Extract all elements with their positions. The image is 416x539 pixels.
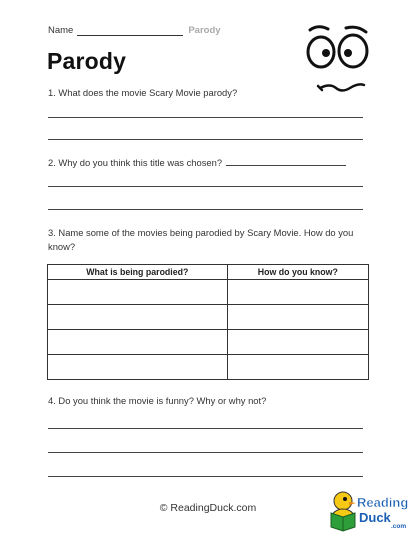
- parody-table: [47, 264, 369, 380]
- answer-line[interactable]: [48, 117, 363, 118]
- footer-copyright: © ReadingDuck.com: [159, 502, 257, 514]
- table-cell[interactable]: [48, 280, 228, 305]
- table-row: [48, 305, 369, 330]
- confused-face-icon: [302, 20, 374, 100]
- name-label: Name: [48, 25, 74, 36]
- question-2: 2. Why do you think this title was chosen?: [48, 157, 223, 168]
- table-cell[interactable]: [48, 330, 228, 355]
- answer-line[interactable]: [48, 186, 363, 187]
- table-header-row: [48, 265, 369, 280]
- table-cell[interactable]: [48, 355, 228, 380]
- duck-reading-icon: [331, 492, 356, 531]
- table-header-how-know: How do you know?: [227, 265, 368, 280]
- logo-word-duck: Duck: [359, 510, 391, 525]
- table-cell[interactable]: [227, 330, 368, 355]
- table-header-parodied: What is being parodied?: [48, 265, 228, 280]
- table-cell[interactable]: [227, 280, 368, 305]
- question-2-row: [48, 156, 346, 170]
- answer-line[interactable]: [48, 428, 363, 429]
- table-row: [48, 330, 369, 355]
- table-cell[interactable]: [48, 305, 228, 330]
- answer-line[interactable]: [48, 209, 363, 210]
- logo-suffix: .com: [391, 523, 407, 530]
- question-3: 3. Name some of the movies being parodied by Scary Movie. How do you know?: [48, 227, 354, 252]
- name-field-line[interactable]: [77, 25, 183, 36]
- topic-label: Parody: [188, 25, 221, 36]
- table-row: [48, 280, 369, 305]
- question-1: 1. What does the movie Scary Movie parody?: [48, 87, 238, 98]
- answer-line[interactable]: [48, 452, 363, 453]
- answer-line[interactable]: [48, 476, 363, 477]
- page-title: Parody: [47, 48, 127, 74]
- table-cell[interactable]: [227, 305, 368, 330]
- question-4: 4. Do you think the movie is funny? Why or why not?: [48, 395, 267, 406]
- table-row: [48, 355, 369, 380]
- table-cell[interactable]: [227, 355, 368, 380]
- reading-duck-logo: [329, 487, 409, 533]
- logo-word-reading: Reading: [357, 495, 409, 510]
- answer-inline-line[interactable]: [226, 156, 346, 166]
- name-row: [48, 25, 221, 36]
- answer-line[interactable]: [48, 139, 363, 140]
